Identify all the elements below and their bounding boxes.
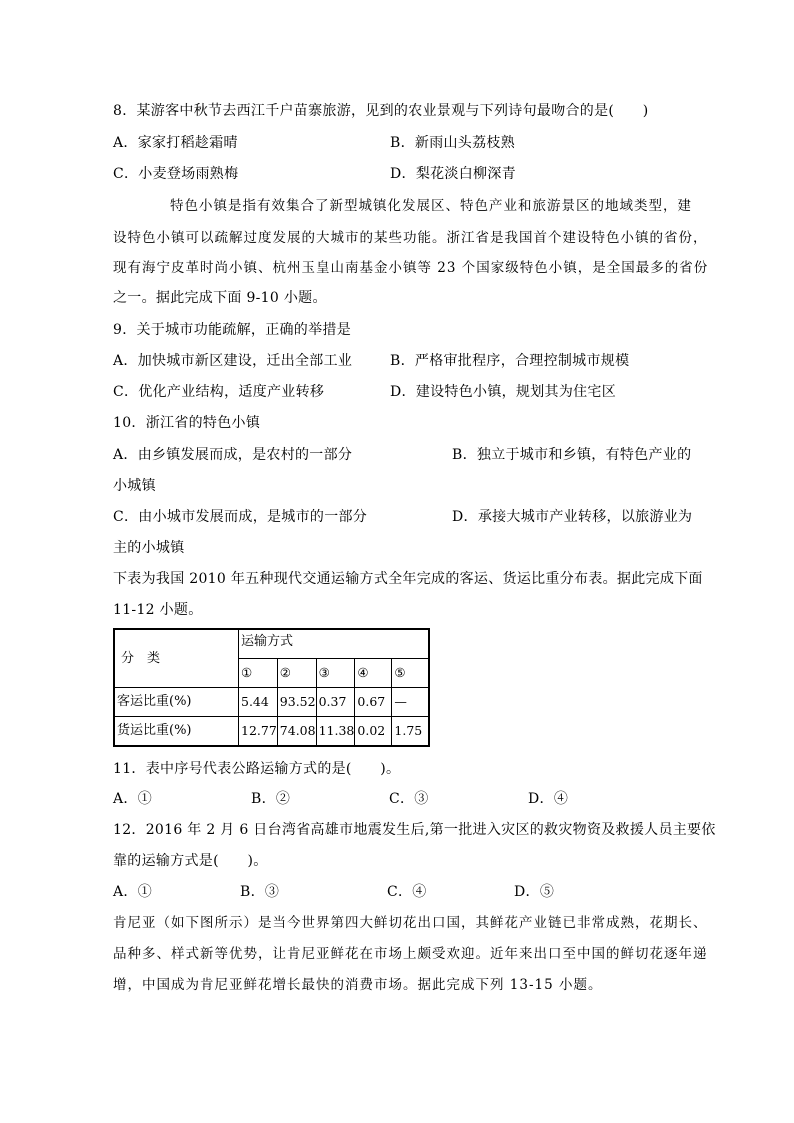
table-row-label: 客运比重(%) bbox=[114, 688, 239, 717]
table-cell: 0.02 bbox=[355, 717, 392, 747]
table-mode-4: ④ bbox=[355, 659, 392, 688]
q11-option-d: D．④ bbox=[528, 791, 569, 807]
q11-option-c: C．③ bbox=[389, 791, 429, 807]
q8-stem: 8．某游客中秋节去西江千户苗寨旅游，见到的农业景观与下列诗句最吻合的是( ) bbox=[113, 103, 649, 119]
passage1-line-2: 设特色小镇可以疏解过度发展的大城市的某些功能。浙江省是我国首个建设特色小镇的省份， bbox=[113, 230, 708, 246]
passage2-line-3: 增，中国成为肯尼亚鲜花增长最快的消费市场。据此完成下列 13-15 小题。 bbox=[113, 977, 603, 993]
table-cell: 93.52 bbox=[277, 688, 316, 717]
q9-option-b: B．严格审批程序，合理控制城市规模 bbox=[390, 353, 630, 369]
q10-option-d-continued: 主的小城镇 bbox=[113, 540, 185, 556]
q9-stem: 9．关于城市功能疏解，正确的举措是 bbox=[113, 322, 352, 338]
q10-stem: 10．浙江省的特色小镇 bbox=[113, 415, 261, 431]
table-cell: 0.37 bbox=[316, 688, 355, 717]
q8-option-d: D．梨花淡白柳深青 bbox=[390, 166, 516, 182]
q12-option-d: D．⑤ bbox=[514, 884, 555, 900]
table-intro-line-1: 下表为我国 2010 年五种现代交通运输方式全年完成的客运、货运比重分布表。据此完成下面 bbox=[113, 571, 703, 587]
q12-option-c: C．④ bbox=[387, 884, 427, 900]
table-row bbox=[114, 717, 429, 747]
q10-option-b: B．独立于城市和乡镇，有特色产业的 bbox=[452, 447, 692, 463]
table-cell: 0.67 bbox=[355, 688, 392, 717]
table-cell: 12.77 bbox=[239, 717, 278, 747]
table-cell: 5.44 bbox=[239, 688, 278, 717]
table-intro-line-2: 11-12 小题。 bbox=[113, 602, 203, 618]
q9-option-a: A．加快城市新区建设，迁出全部工业 bbox=[113, 353, 353, 369]
q8-option-b: B．新雨山头荔枝熟 bbox=[390, 135, 515, 151]
q12-option-b: B．③ bbox=[240, 884, 280, 900]
table-cell: 11.38 bbox=[316, 717, 355, 747]
passage1-line-1: 特色小镇是指有效集合了新型城镇化发展区、特色产业和旅游景区的地域类型，建 bbox=[170, 198, 692, 214]
table-cell: 74.08 bbox=[277, 717, 316, 747]
table-category-header: 分 类 bbox=[114, 629, 239, 688]
q10-option-c: C．由小城市发展而成，是城市的一部分 bbox=[113, 509, 368, 525]
passage2-line-1: 肯尼亚（如下图所示）是当今世界第四大鲜切花出口国，其鲜花产业链已非常成熟，花期长、 bbox=[113, 915, 708, 931]
table-mode-2: ② bbox=[277, 659, 316, 688]
q10-option-b-continued: 小城镇 bbox=[113, 478, 156, 494]
q9-option-c: C．优化产业结构，适度产业转移 bbox=[113, 384, 325, 400]
passage1-line-4: 之一。据此完成下面 9-10 小题。 bbox=[113, 290, 327, 306]
table-mode-1: ① bbox=[239, 659, 278, 688]
table-mode-3: ③ bbox=[316, 659, 355, 688]
table-row-label: 货运比重(%) bbox=[114, 717, 239, 747]
q10-option-d: D．承接大城市产业转移，以旅游业为 bbox=[452, 509, 693, 525]
transport-share-table bbox=[113, 628, 430, 747]
table-mode-5: ⑤ bbox=[392, 659, 430, 688]
q12-option-a: A．① bbox=[113, 884, 153, 900]
q9-option-d: D．建设特色小镇，规划其为住宅区 bbox=[390, 384, 617, 400]
passage2-line-2: 品种多、样式新等优势，让肯尼亚鲜花在市场上颇受欢迎。近年来出口至中国的鲜切花逐年递 bbox=[113, 946, 708, 962]
q8-option-c: C．小麦登场雨熟梅 bbox=[113, 166, 239, 182]
q11-option-a: A．① bbox=[113, 791, 153, 807]
table-row bbox=[114, 688, 429, 717]
q12-stem-line-1: 12．2016 年 2 月 6 日台湾省高雄市地震发生后,第一批进入灾区的救灾物资及救援人员主要依 bbox=[113, 822, 716, 838]
q8-option-a: A．家家打稻趁霜晴 bbox=[113, 135, 238, 151]
q10-option-a: A．由乡镇发展而成，是农村的一部分 bbox=[113, 447, 353, 463]
q12-stem-line-2: 靠的运输方式是( )。 bbox=[113, 853, 268, 869]
q11-stem: 11．表中序号代表公路运输方式的是( )。 bbox=[113, 761, 401, 777]
table-cell: — bbox=[392, 688, 430, 717]
passage1-line-3: 现有海宁皮革时尚小镇、杭州玉皇山南基金小镇等 23 个国家级特色小镇，是全国最多的省份 bbox=[113, 260, 709, 276]
table-header-row bbox=[114, 629, 429, 659]
table-cell: 1.75 bbox=[392, 717, 430, 747]
q11-option-b: B．② bbox=[251, 791, 291, 807]
table-mode-header: 运输方式 bbox=[239, 629, 430, 659]
